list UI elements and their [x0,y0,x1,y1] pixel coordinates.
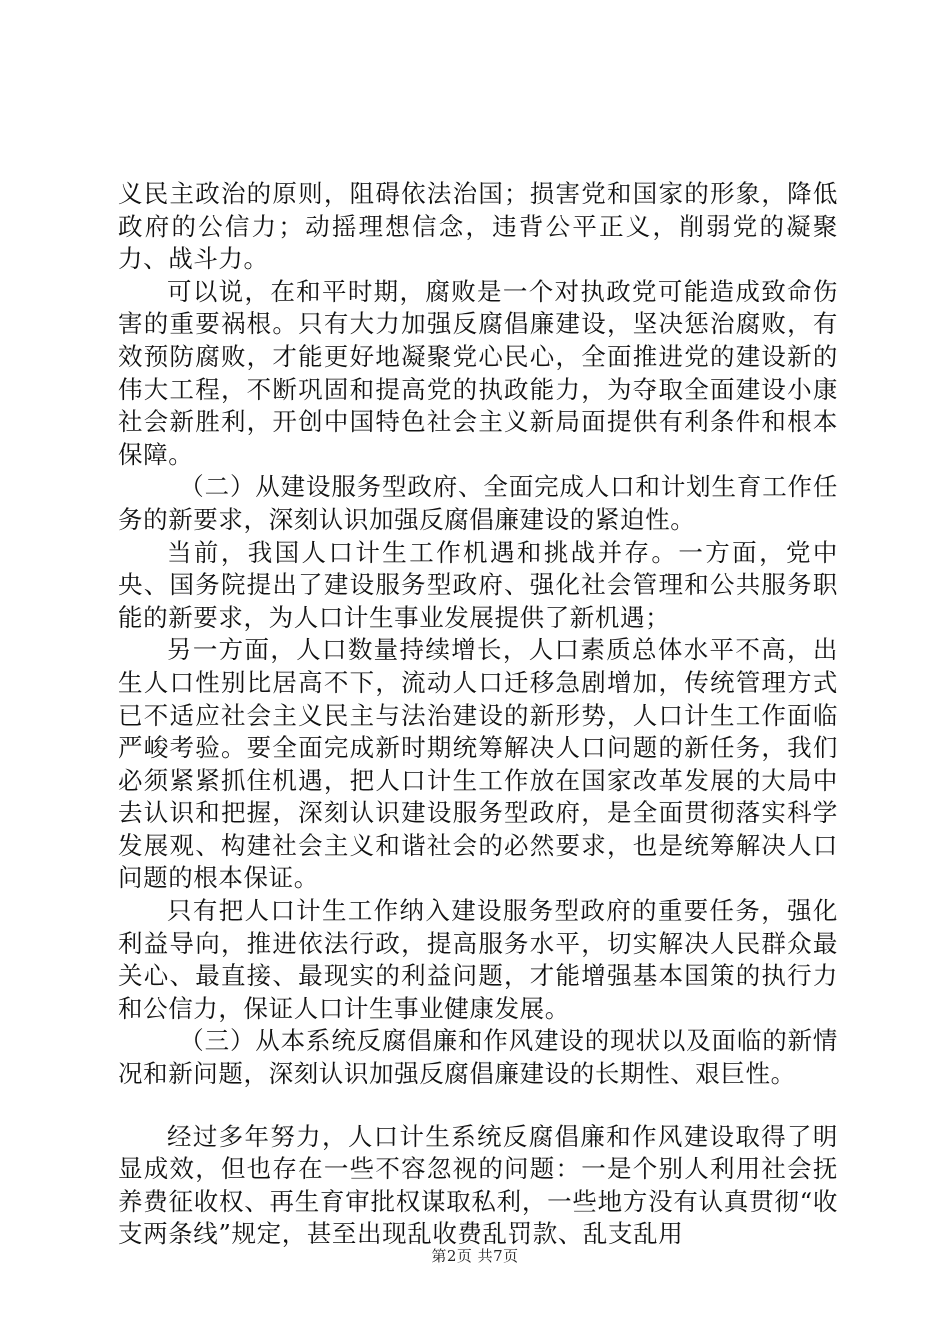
section-heading-3: （三）从本系统反腐倡廉和作风建设的现状以及面临的新情况和新问题，深刻认识加强反腐倡廉建设的长期性、艰巨性。 [118,1026,838,1089]
paragraph-continued: 义民主政治的原则，阻碍依法治国；损害党和国家的形象，降低政府的公信力；动摇理想信念，违背公平正义，削弱党的凝聚力、战斗力。 [118,179,838,274]
paragraph: 只有把人口计生工作纳入建设服务型政府的重要任务，强化利益导向，推进依法行政，提高服务水平，切实解决人民群众最关心、最直接、最现实的利益问题，才能增强基本国策的执行力和公信力，保证人口计生事业健康发展。 [118,896,838,1023]
document-body [118,178,838,1251]
paragraph: 可以说，在和平时期，腐败是一个对执政党可能造成致命伤害的重要祸根。只有大力加强反腐倡廉建设，坚决惩治腐败，有效预防腐败，才能更好地凝聚党心民心，全面推进党的建设新的伟大工程，不断巩固和提高党的执政能力，为夺取全面建设小康社会新胜利，开创中国特色社会主义新局面提供有利条件和根本保障。 [118,276,838,469]
paragraph: 经过多年努力，人口计生系统反腐倡廉和作风建设取得了明显成效，但也存在一些不容忽视的问题：一是个别人利用社会抚养费征收权、再生育审批权谋取私利，一些地方没有认真贯彻“收支两条线”规定，甚至出现乱收费乱罚款、乱支乱用 [118,1121,838,1249]
paragraph: 当前，我国人口计生工作机遇和挑战并存。一方面，党中央、国务院提出了建设服务型政府、强化社会管理和公共服务职能的新要求，为人口计生事业发展提供了新机遇； [118,537,838,632]
section-heading-2: （二）从建设服务型政府、全面完成人口和计划生育工作任务的新要求，深刻认识加强反腐倡廉建设的紧迫性。 [118,472,838,534]
paragraph: 另一方面，人口数量持续增长，人口素质总体水平不高，出生人口性别比居高不下，流动人口迁移急剧增加，传统管理方式已不适应社会主义民主与法治建设的新形势，人口计生工作面临严峻考验。要全面完成新时期统筹解决人口问题的新任务，我们必须紧紧抓住机遇，把人口计生工作放在国家改革发展的大局中去认识和把握，深刻认识建设服务型政府，是全面贯彻落实科学发展观、构建社会主义和谐社会的必然要求，也是统筹解决人口问题的根本保证。 [118,635,838,893]
page-number-footer: 第2页 共7页 [431,1247,519,1265]
